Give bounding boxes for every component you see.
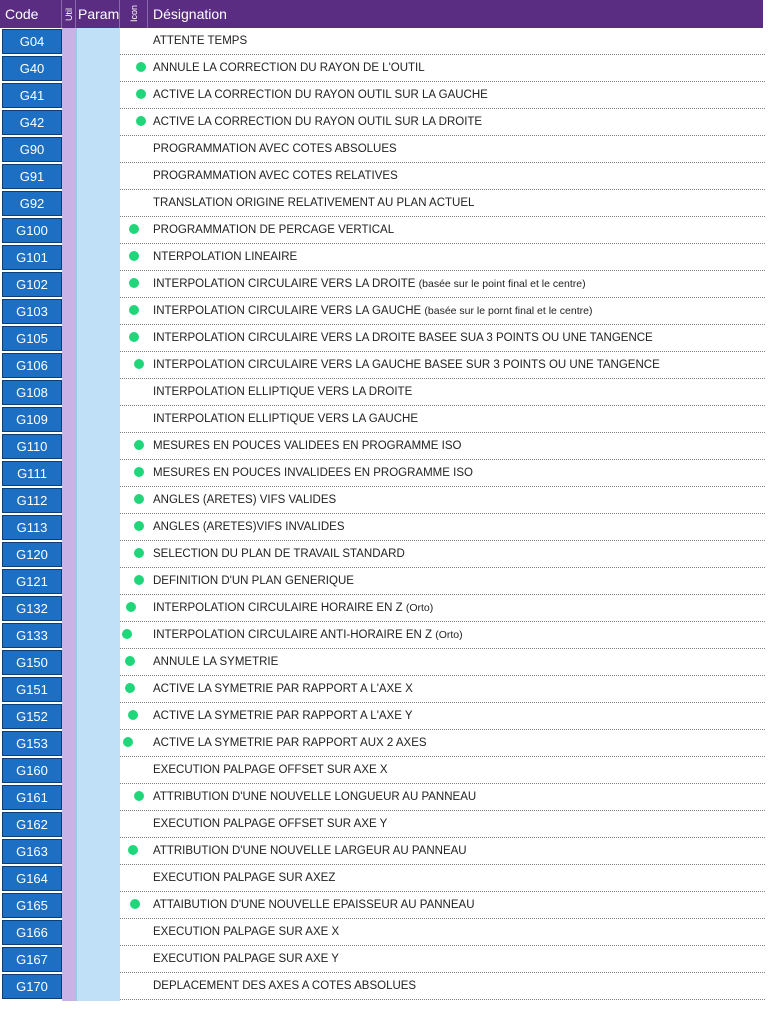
designation-cell [153,514,345,541]
column-header-param[interactable]: Param [76,0,120,28]
table-row [0,622,765,649]
designation-text: ANGLES (ARETES)VIFS INVALIDES [153,521,345,533]
designation-text: ANNULE LA CORRECTION DU RAYON DE L'OUTIL [153,62,425,74]
table-row [0,784,765,811]
table-row [0,298,765,325]
table-row [0,325,765,352]
designation-cell [153,55,425,82]
designation-cell [153,244,297,271]
table-row [0,703,765,730]
designation-note: (Orto) [435,629,463,641]
designation-cell [153,298,592,325]
designation-text: INTERPOLATION ELLIPTIQUE VERS LA DROITE [153,386,413,398]
designation-text: DEFINITION D'UN PLAN GENERIQUE [153,575,354,587]
gcode-button[interactable]: G163 [2,839,62,864]
status-dot-icon [126,602,136,612]
status-dot-icon [134,467,144,477]
gcode-button[interactable]: G162 [2,812,62,837]
table-row [0,838,765,865]
gcode-button[interactable]: G04 [2,29,62,54]
status-dot-icon [136,62,146,72]
column-header-icon[interactable] [120,0,148,28]
designation-text: INTERPOLATION CIRCULAIRE VERS LA GAUCHE [153,305,422,317]
column-header-util-label: Util [63,7,74,21]
designation-cell [153,190,474,217]
status-dot-icon [136,116,146,126]
designation-text: ATTENTE TEMPS [153,35,248,47]
table-row [0,406,765,433]
table-row [0,55,765,82]
designation-text: MESURES EN POUCES VALIDEES EN PROGRAMME ISO [153,440,462,452]
table-row [0,460,765,487]
gcode-button[interactable]: G42 [2,110,62,135]
gcode-button[interactable]: G167 [2,947,62,972]
status-dot-icon [129,278,139,288]
table-row [0,487,765,514]
status-dot-icon [125,683,135,693]
designation-text: INTERPOLATION CIRCULAIRE VERS LA DROITE BASEE SUA 3 POINTS OU UNE TANGENCE [153,332,653,344]
designation-cell [153,568,354,595]
column-header-designation[interactable]: Désignation [153,6,227,22]
designation-cell [153,109,482,136]
gcode-button[interactable]: G100 [2,218,62,243]
designation-text: ACTIVE LA SYMETRIE PAR RAPPORT A L'AXE Y [153,710,413,722]
designation-cell [153,703,413,730]
designation-text: EXECUTION PALPAGE OFFSET SUR AXE X [153,764,388,776]
gcode-button[interactable]: G150 [2,650,62,675]
designation-text: ACTIVE LA SYMETRIE PAR RAPPORT AUX 2 AXES [153,737,427,749]
designation-text: PROGRAMMATION AVEC COTES RELATIVES [153,170,398,182]
gcode-button[interactable]: G165 [2,893,62,918]
designation-text: ATTRIBUTION D'UNE NOUVELLE LARGEUR AU PANNEAU [153,845,467,857]
gcode-button[interactable]: G91 [2,164,62,189]
gcode-button[interactable]: G103 [2,299,62,324]
status-dot-icon [134,575,144,585]
gcode-button[interactable]: G110 [2,434,62,459]
table-row [0,811,765,838]
designation-cell [153,28,247,55]
gcode-button[interactable]: G109 [2,407,62,432]
table-row [0,730,765,757]
gcode-button[interactable]: G105 [2,326,62,351]
table-row [0,514,765,541]
designation-text: ACTIVE LA CORRECTION DU RAYON OUTIL SUR LA DROITE [153,116,483,128]
designation-text: ANNULE LA SYMETRIE [153,656,279,668]
status-dot-icon [128,710,138,720]
designation-note: (basée sur le pornt final et le centre) [424,305,593,317]
gcode-button[interactable]: G112 [2,488,62,513]
table-row [0,946,765,973]
table-row [0,919,765,946]
designation-cell [153,676,413,703]
designation-text: INTERPOLATION CIRCULAIRE VERS LA GAUCHE BASEE SUR 3 POINTS OU UNE TANGENCE [153,359,660,371]
gcode-button[interactable]: G170 [2,974,62,999]
gcode-button[interactable]: G101 [2,245,62,270]
row-divider [120,999,765,1000]
gcode-button[interactable]: G166 [2,920,62,945]
designation-note: (basée sur le point final et le centre) [418,278,586,290]
table-row [0,271,765,298]
table-row [0,352,765,379]
gcode-button[interactable]: G160 [2,758,62,783]
status-dot-icon [134,494,144,504]
status-dot-icon [134,359,144,369]
designation-cell [153,595,433,622]
designation-cell [153,487,336,514]
status-dot-icon [129,305,139,315]
status-dot-icon [125,656,135,666]
designation-cell [153,784,476,811]
status-dot-icon [128,845,138,855]
designation-cell [153,946,339,973]
table-row [0,163,765,190]
gcode-button[interactable]: G108 [2,380,62,405]
designation-text: MESURES EN POUCES INVALIDEES EN PROGRAMME ISO [153,467,473,479]
designation-cell [153,352,660,379]
designation-text: ANGLES (ARETES) VIFS VALIDES [153,494,337,506]
table-row [0,217,765,244]
gcode-button[interactable]: G92 [2,191,62,216]
designation-text: TRANSLATION ORIGINE RELATIVEMENT AU PLAN ACTUEL [153,197,475,209]
designation-cell [153,541,405,568]
designation-text: NTERPOLATION LINEAIRE [153,251,298,263]
table-row [0,28,765,55]
designation-cell [153,865,335,892]
table-row [0,82,765,109]
designation-cell [153,136,397,163]
designation-cell [153,973,416,1000]
gcode-button[interactable]: G41 [2,83,62,108]
designation-note: (Orto) [405,602,434,614]
table-row [0,865,765,892]
designation-cell [153,892,475,919]
designation-cell [153,82,488,109]
status-dot-icon [130,899,140,909]
designation-text: EXECUTION PALPAGE OFFSET SUR AXE Y [153,818,388,830]
status-dot-icon [129,251,139,261]
designation-text: INTERPOLATION CIRCULAIRE ANTI-HORAIRE EN Z [153,629,433,641]
table-header [0,0,763,28]
gcode-button[interactable]: G133 [2,623,62,648]
designation-text: EXECUTION PALPAGE SUR AXE Y [153,953,339,965]
table-row [0,892,765,919]
gcode-button[interactable]: G90 [2,137,62,162]
gcode-button[interactable]: G40 [2,56,62,81]
table-row [0,433,765,460]
designation-cell [153,163,398,190]
gcode-list [0,28,765,1000]
table-row [0,973,765,1000]
designation-cell [153,838,467,865]
designation-text: EXECUTION PALPAGE SUR AXE X [153,926,340,938]
table-row [0,379,765,406]
status-dot-icon [129,332,139,342]
gcode-button[interactable]: G153 [2,731,62,756]
table-row [0,568,765,595]
gcode-button[interactable]: G164 [2,866,62,891]
table-row [0,649,765,676]
gcode-button[interactable]: G161 [2,785,62,810]
designation-cell [153,460,473,487]
column-header-code[interactable]: Code [0,0,62,28]
gcode-button[interactable]: G132 [2,596,62,621]
designation-text: SELECTION DU PLAN DE TRAVAIL STANDARD [153,548,405,560]
status-dot-icon [134,548,144,558]
gcode-button[interactable]: G151 [2,677,62,702]
status-dot-icon [134,521,144,531]
designation-text: ACTIVE LA CORRECTION DU RAYON OUTIL SUR LA GAUCHE [153,89,488,101]
status-dot-icon [122,629,132,639]
designation-cell [153,649,278,676]
designation-text: ACTIVE LA SYMETRIE PAR RAPPORT A L'AXE X [153,683,413,695]
gcode-button[interactable]: G120 [2,542,62,567]
status-dot-icon [134,791,144,801]
designation-text: ATTRIBUTION D'UNE NOUVELLE LONGUEUR AU PANNEAU [153,791,477,803]
designation-text: EXECUTION PALPAGE SUR AXEZ [153,872,336,884]
table-row [0,541,765,568]
designation-cell [153,271,586,298]
designation-text: INTERPOLATION CIRCULAIRE VERS LA DROITE [153,278,416,290]
designation-cell [153,622,463,649]
designation-cell [153,919,339,946]
designation-cell [153,217,394,244]
status-dot-icon [136,89,146,99]
designation-cell [153,379,412,406]
designation-text: PROGRAMMATION AVEC COTES ABSOLUES [153,143,397,155]
designation-text: ATTAIBUTION D'UNE NOUVELLE EPAISSEUR AU PANNEAU [153,899,475,911]
designation-text: INTERPOLATION CIRCULAIRE HORAIRE EN Z [153,602,403,614]
table-row [0,190,765,217]
gcode-button[interactable]: G113 [2,515,62,540]
designation-cell [153,730,427,757]
gcode-button[interactable]: G106 [2,353,62,378]
gcode-button[interactable]: G102 [2,272,62,297]
table-row [0,136,765,163]
designation-cell [153,757,388,784]
table-row [0,109,765,136]
gcode-button[interactable]: G111 [2,461,62,486]
table-row [0,757,765,784]
table-row [0,595,765,622]
designation-text: DEPLACEMENT DES AXES A COTES ABSOLUES [153,980,417,992]
designation-cell [153,325,653,352]
designation-cell [153,433,461,460]
designation-text: INTERPOLATION ELLIPTIQUE VERS LA GAUCHE [153,413,418,425]
status-dot-icon [123,737,133,747]
designation-cell [153,406,418,433]
designation-cell [153,811,387,838]
column-header-icon-label: Icon [128,5,139,23]
designation-text: PROGRAMMATION DE PERCAGE VERTICAL [153,224,395,236]
status-dot-icon [129,224,139,234]
gcode-button[interactable]: G152 [2,704,62,729]
gcode-button[interactable]: G121 [2,569,62,594]
table-row [0,676,765,703]
table-row [0,244,765,271]
status-dot-icon [134,440,144,450]
column-header-util[interactable] [62,0,76,28]
